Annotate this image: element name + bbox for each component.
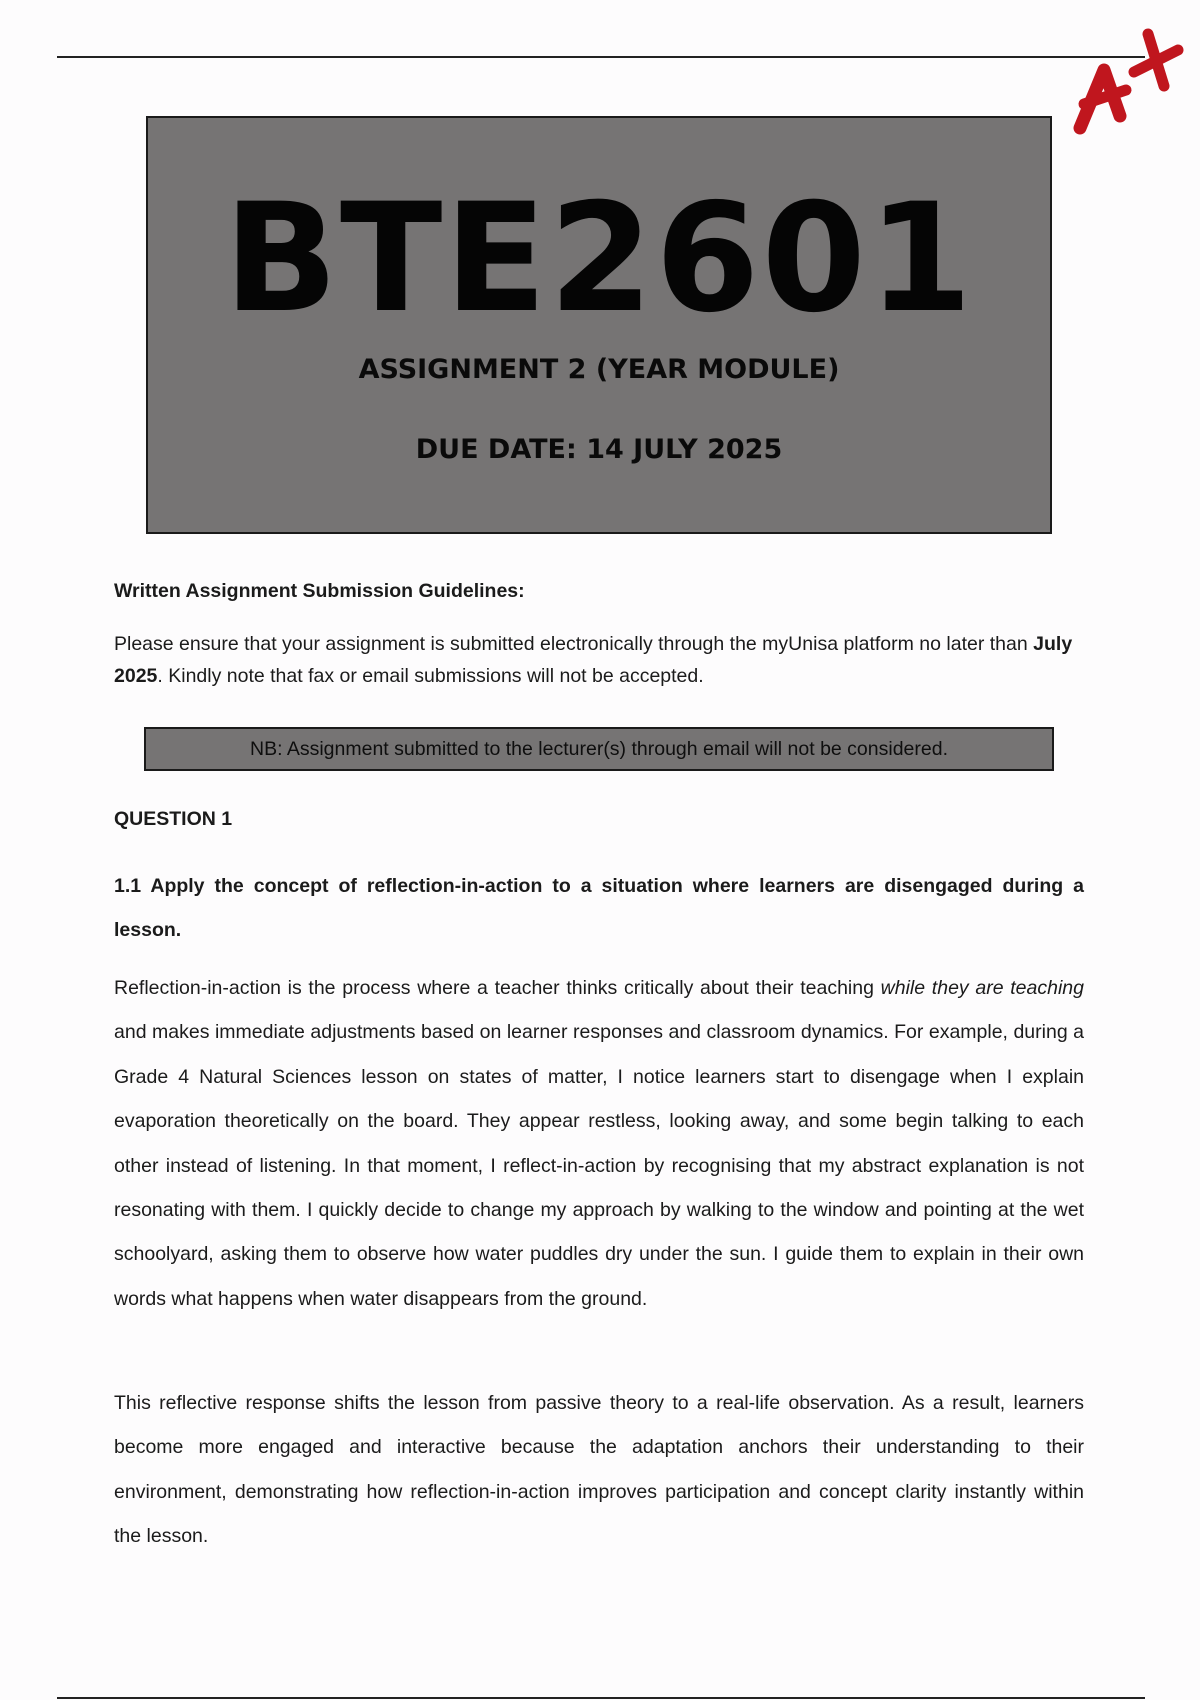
answer-paragraph-1 (114, 966, 1084, 1321)
guidelines-deadline: July 2025 (114, 633, 1073, 687)
answer-paragraph-2 (114, 1381, 1084, 1559)
answer-p1-rest: and makes immediate adjustments based on learner responses and classroom dynamics. For example, during a Grade 4 Natural Sciences lesson on states of matter, I notice learners start to disengage when I explain evaporation theoretically on the board. They appear restless, looking away, and some begin talking to each other instead of listening. In that moment, I reflect-in-action by recognising that my abstract explanation is not resonating with them. I quickly decide to change my approach by walking to the window and pointing at the wet schoolyard, asking them to observe how water puddles dry under the sun. I guide them to explain in their own words what happens when water disappears from the ground. (114, 1021, 1084, 1310)
guidelines-text-before: Please ensure that your assignment is submitted electronically through the myUnisa platform no later than (114, 633, 1034, 655)
grade-stamp-logo (1062, 20, 1192, 140)
answer-p1-emphasis: while they are teaching (880, 977, 1084, 999)
cover-box (146, 116, 1052, 534)
guidelines-text (114, 628, 1084, 692)
module-code: BTE2601 (223, 172, 975, 346)
nb-notice: NB: Assignment submitted to the lecturer(s) through email will not be considered. (144, 727, 1054, 771)
top-rule (57, 56, 1145, 58)
question-prompt: 1.1 Apply the concept of reflection-in-action to a situation where learners are disengaged during a lesson. (114, 875, 1084, 941)
answer-p2-text: This reflective response shifts the lesson from passive theory to a real-life observation. As a result, learners become more engaged and interactive because the adaptation anchors their understanding to their environment, demonstrating how reflection-in-action improves participation and concept clarity instantly within the lesson. (114, 1392, 1084, 1548)
guidelines-title: Written Assignment Submission Guidelines: (114, 580, 525, 602)
guidelines-text-after: . Kindly note that fax or email submissions will not be accepted. (157, 665, 704, 687)
answer-p1-start: Reflection-in-action is the process where a teacher thinks critically about their teaching (114, 977, 881, 999)
bottom-rule (57, 1697, 1145, 1699)
due-date: DUE DATE: 14 JULY 2025 (415, 434, 783, 465)
assignment-subtitle: ASSIGNMENT 2 (YEAR MODULE) (358, 354, 840, 385)
question-title: QUESTION 1 (114, 808, 233, 830)
